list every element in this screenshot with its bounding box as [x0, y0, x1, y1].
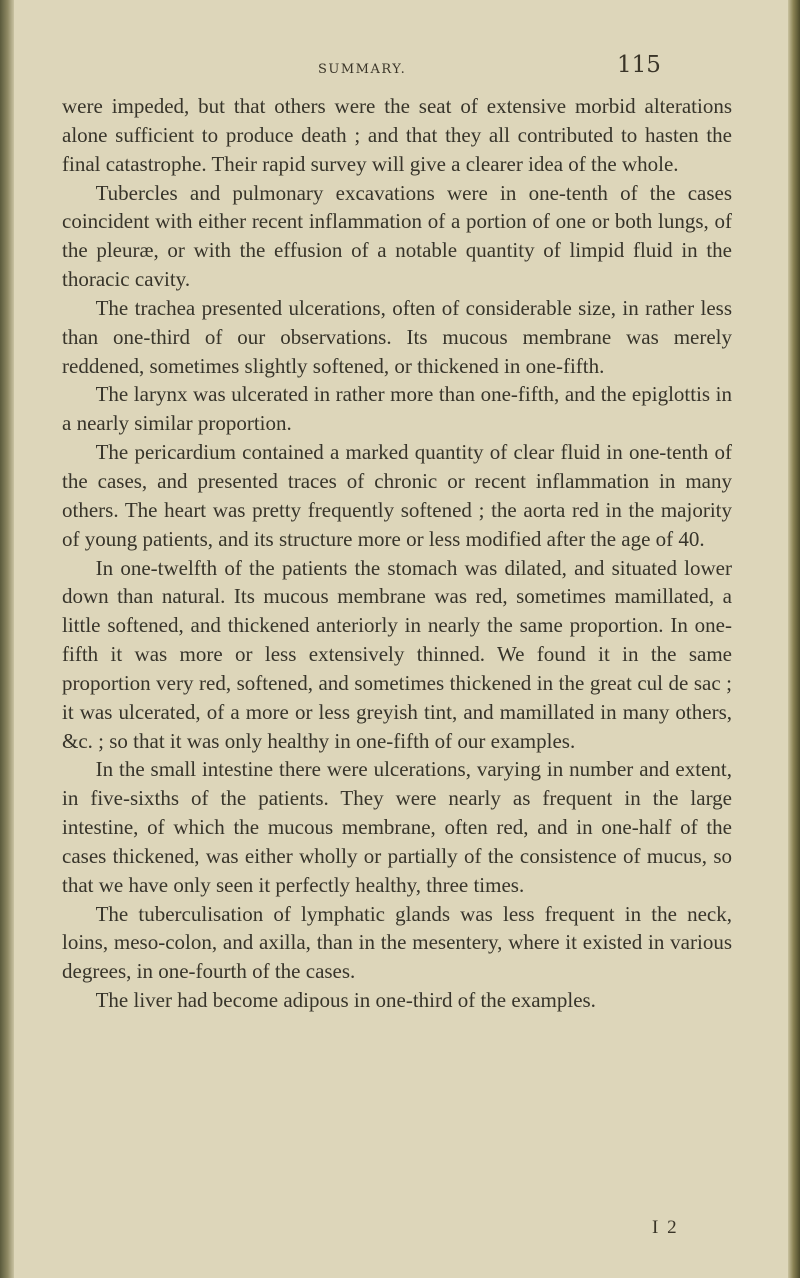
page-binding-shadow — [0, 0, 14, 1278]
page-header — [0, 48, 800, 88]
signature-mark: I 2 — [652, 1217, 679, 1238]
paragraph-liver: The liver had become adipous in one-third of the examples. — [95, 988, 596, 1013]
paragraph-trachea: The trachea presented ulcerations, often of considerable size, in rather less than one-third of our observations. Its mucous membrane was merely reddened, sometimes slightly softened, or thickened in one-fifth. — [62, 295, 732, 378]
running-title: SUMMARY. — [318, 62, 407, 77]
paragraph-lymphatic-glands: The tuberculisation of lymphatic glands was less frequent in the neck, loins, meso-colon, and axilla, than in the mesentery, where it existed in various degrees, in one-fourth of the cases. — [62, 901, 732, 984]
paragraph-continued: were impeded, but that others were the seat of extensive morbid alterations alone sufficient to produce death ; and that they all contributed to hasten the final catastrophe. Their rapid survey will give a clearer idea of the whole. — [62, 94, 732, 176]
page-number: 115 — [617, 52, 661, 78]
paragraph-stomach: In one-twelfth of the patients the stomach was dilated, and situated lower down than natural. Its mucous membrane was red, sometimes mamillated, a little softened, and thickened anteriorly in nearly the same proportion. In one-fifth it was more or less extensively thinned. We found it in the same proportion very red, softened, and sometimes thickened in the great cul de sac ; it was ulcerated, of a more or less greyish tint, and mamillated in many others, &c. ; so that it was only healthy in one-fifth of our examples. — [62, 555, 732, 753]
paragraph-larynx: The larynx was ulcerated in rather more than one-fifth, and the epiglottis in a nearly similar proportion. — [62, 382, 732, 436]
page-edge-shadow — [788, 0, 800, 1278]
body-text — [62, 92, 732, 1015]
paragraph-small-intestine: In the small intestine there were ulcerations, varying in number and extent, in five-sixths of the patients. They were nearly as frequent in the large intestine, of which the mucous membrane, often red, and in one-half of the cases thickened, was either wholly or partially of the consistence of mucus, so that we have only seen it perfectly healthy, three times. — [62, 757, 732, 897]
paragraph-tubercles: Tubercles and pulmonary excavations were in one-tenth of the cases coincident with either recent inflammation of a portion of one or both lungs, of the pleuræ, or with the effusion of a notable quantity of limpid fluid in the thoracic cavity. — [62, 180, 732, 292]
paragraph-pericardium: The pericardium contained a marked quantity of clear fluid in one-tenth of the cases, and presented traces of chronic or recent inflammation in many others. The heart was pretty frequently softened ; the aorta red in the majority of young patients, and its structure more or less modified after the age of 40. — [62, 440, 732, 551]
